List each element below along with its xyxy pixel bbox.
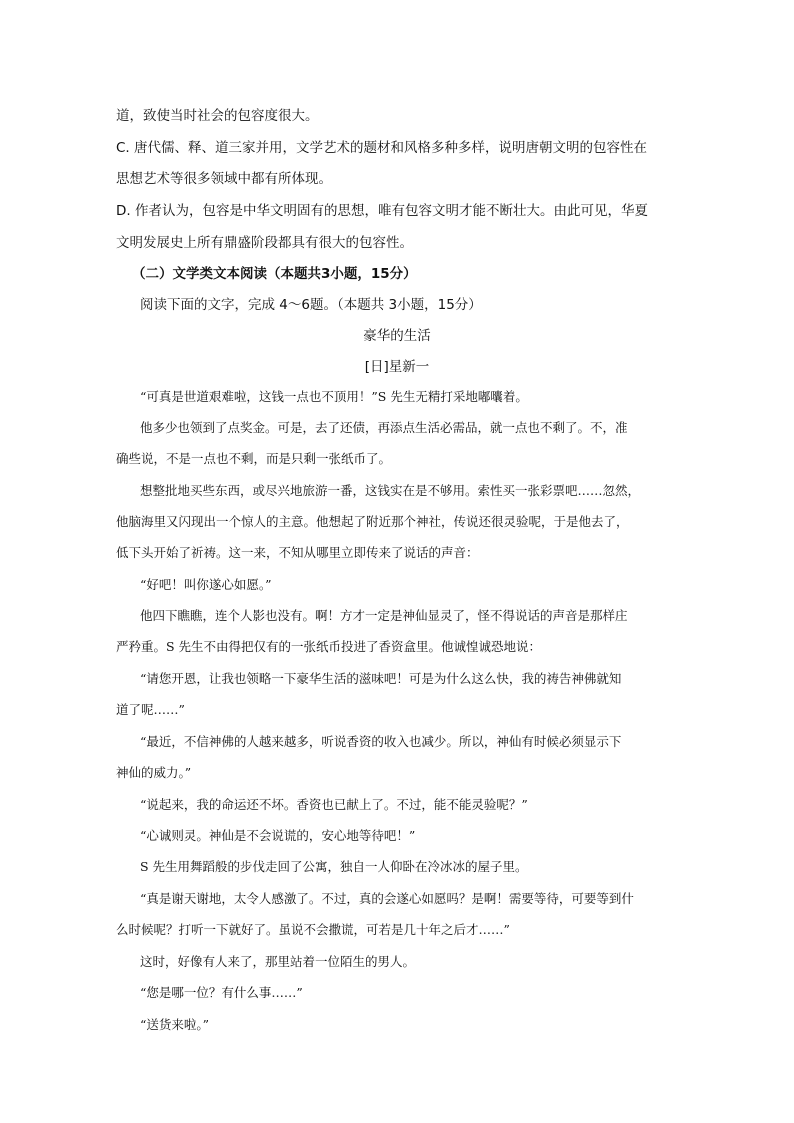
story-title: 豪华的生活 xyxy=(363,328,431,344)
story-paragraph-6-line-1: “请您开恩，让我也领略一下豪华生活的滋味吧！可是为什么这么快，我的祷告神佛就知 xyxy=(140,671,622,686)
story-paragraph-5-line-2: 严矜重。S 先生不由得把仅有的一张纸币投进了香资盒里。他诚惶诚恐地说： xyxy=(116,639,542,654)
story-paragraph-3-line-3: 低下头开始了祈祷。这一来，不知从哪里立即传来了说话的声音： xyxy=(116,545,479,560)
story-paragraph-12: 这时，好像有人来了，那里站着一位陌生的男人。 xyxy=(140,954,416,969)
option-b-continuation: 道，致使当时社会的包容度很大。 xyxy=(116,108,319,124)
story-paragraph-6-line-2: 道了呢……” xyxy=(116,702,185,717)
story-paragraph-10: S 先生用舞蹈般的步伐走回了公寓，独自一人仰卧在冷冰冰的屋子里。 xyxy=(140,859,528,874)
option-c-line2: 思想艺术等很多领域中都有所体现。 xyxy=(116,171,332,187)
story-paragraph-4: “好吧！叫你遂心如愿。” xyxy=(140,577,272,592)
story-paragraph-9: “心诚则灵。神仙是不会说谎的，安心地等待吧！” xyxy=(140,828,416,843)
story-paragraph-14: “送货来啦。” xyxy=(140,1017,210,1032)
story-paragraph-7-line-2: 神仙的威力。” xyxy=(116,765,192,780)
story-paragraph-2-line-1: 他多少也领到了点奖金。可是，去了还债，再添点生活必需品，就一点也不剩了。不，准 xyxy=(140,420,628,435)
story-paragraph-3-line-2: 他脑海里又闪现出一个惊人的主意。他想起了附近那个神社，传说还很灵验呢，于是他去了， xyxy=(116,514,629,529)
story-paragraph-11-line-1: “真是谢天谢地，太令人感激了。不过，真的会遂心如愿吗？是啊！需要等待，可要等到什 xyxy=(140,891,634,906)
story-author: [日]星新一 xyxy=(364,359,430,375)
option-d-line2: 文明发展史上所有鼎盛阶段都具有很大的包容性。 xyxy=(116,235,413,251)
option-c-line1: C. 唐代儒、释、道三家并用，文学艺术的题材和风格多种多样，说明唐朝文明的包容性在 xyxy=(116,140,648,156)
story-paragraph-2-line-2: 确些说，不是一点也不剩，而是只剩一张纸币了。 xyxy=(116,451,392,466)
section-instruction: 阅读下面的文字，完成 4～6题。（本题共 3小题，15分） xyxy=(140,297,482,313)
story-paragraph-13: “您是哪一位？有什么事……” xyxy=(140,985,303,1000)
story-paragraph-3-line-1: 想整批地买些东西，或尽兴地旅游一番，这钱实在是不够用。索性买一张彩票吧……忽然， xyxy=(140,483,641,498)
story-paragraph-11-line-2: 么时候呢？打听一下就好了。虽说不会撒谎，可若是几十年之后才……” xyxy=(116,922,510,937)
option-d-line1: D. 作者认为，包容是中华文明固有的思想，唯有包容文明才能不断壮大。由此可见，华夏 xyxy=(116,203,648,219)
story-paragraph-8: “说起来，我的命运还不坏。香资也已献上了。不过，能不能灵验呢？” xyxy=(140,797,528,812)
story-paragraph-5-line-1: 他四下瞧瞧，连个人影也没有。啊！方才一定是神仙显灵了，怪不得说话的声音是那样庄 xyxy=(140,608,628,623)
story-paragraph-7-line-1: “最近，不信神佛的人越来越多，听说香资的收入也减少。所以，神仙有时候必须显示下 xyxy=(140,734,622,749)
section-heading: （二）文学类文本阅读（本题共3小题，15分） xyxy=(132,266,417,282)
story-paragraph-1: “可真是世道艰难啦，这钱一点也不顶用！”S 先生无精打采地嘟囔着。 xyxy=(140,389,528,404)
